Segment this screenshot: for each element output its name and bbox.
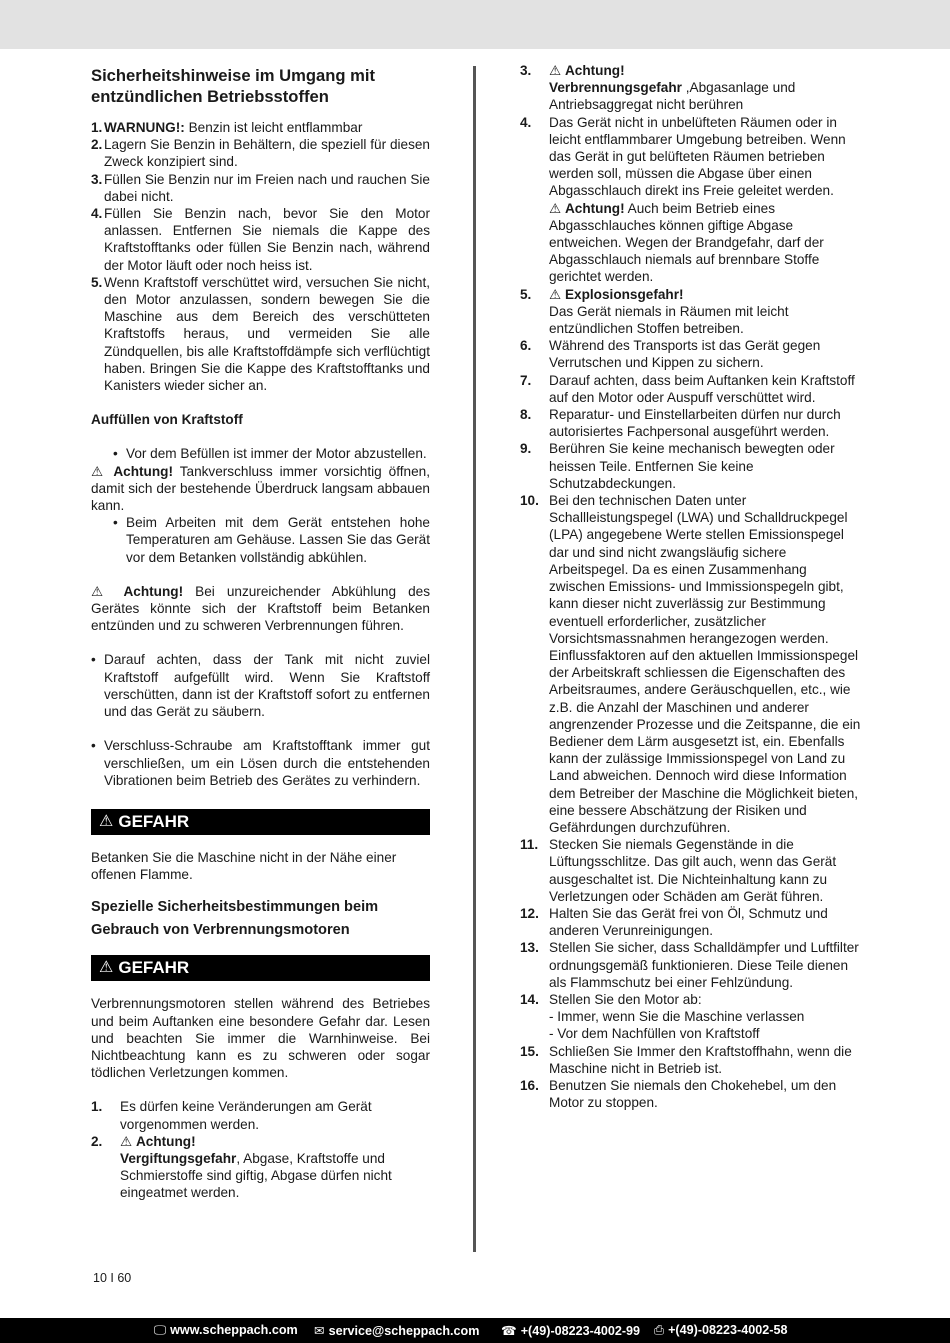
hazard-label: Explosionsgefahr! xyxy=(564,286,684,302)
list-item xyxy=(520,440,865,492)
item-text: Lagern Sie Benzin in Behältern, die speziell für diesen Zweck konzipiert sind. xyxy=(104,137,430,170)
mail-icon: ✉ xyxy=(314,1324,325,1338)
fax-icon: ⎙ xyxy=(654,1323,665,1337)
section-heading: Sicherheitshinweise im Umgang mit entzündlichen Betriebsstoffen xyxy=(91,66,376,106)
item-number: 15. xyxy=(520,1043,539,1059)
list-item xyxy=(520,492,865,836)
danger-text: Betanken Sie die Maschine nicht in der Nähe einer offenen Flamme. xyxy=(91,849,397,883)
item-text: Halten Sie das Gerät frei von Öl, Schmutz und anderen Verunreinigungen. xyxy=(549,905,828,939)
item-number: 12. xyxy=(520,905,539,921)
item-text: ,Abgasanlage und Antriebsaggregat nicht berühren xyxy=(549,80,796,113)
danger-label: GEFAHR xyxy=(118,958,190,978)
warning-triangle-icon: ⚠ xyxy=(549,286,562,302)
list-item xyxy=(520,337,865,371)
bullet-icon: • xyxy=(91,652,96,668)
achtung-label: Achtung! xyxy=(135,1133,196,1149)
item-text: Darauf achten, dass beim Auftanken kein Kraftstoff auf den Motor oder Auspuff verschüttet wird. xyxy=(549,372,855,405)
item-number: 10. xyxy=(520,493,539,509)
danger-label: GEFAHR xyxy=(118,811,190,831)
item-text: Schließen Sie Immer den Kraftstoffhahn, wenn die Maschine nicht in Betrieb ist. xyxy=(549,1043,852,1076)
hazard-label: Vergiftungsgefahr xyxy=(120,1150,237,1166)
achtung-paragraph xyxy=(91,463,430,515)
item-number: 2. xyxy=(91,1133,103,1149)
item-number: 14. xyxy=(520,991,539,1007)
website-text: www.scheppach.com xyxy=(170,1323,298,1337)
email-text: service@scheppach.com xyxy=(328,1324,480,1338)
item-number: 6. xyxy=(520,338,532,354)
list-item xyxy=(91,136,430,170)
bullet-item xyxy=(91,651,430,720)
item-text: Berühren Sie keine mechanisch bewegten oder heissen Teile. Entfernen Sie keine Schutzabdeckungen. xyxy=(549,441,835,491)
achtung-text: Tankverschluss immer vorsichtig öffnen, damit sich der bestehende Überdruck langsam abbauen kann. xyxy=(91,463,431,514)
item-number: 3. xyxy=(91,171,103,187)
bullet-item xyxy=(91,445,430,462)
achtung-label: Achtung! xyxy=(564,63,625,78)
item-number: 4. xyxy=(91,206,103,222)
warning-triangle-icon: ⚠ xyxy=(99,812,114,830)
special-heading: Spezielle Sicherheitsbestimmungen beim Gebrauch von Verbrennungsmotoren xyxy=(91,899,379,939)
list-item xyxy=(520,406,865,440)
item-number: 4. xyxy=(520,114,532,130)
item-text: Füllen Sie Benzin nach, bevor Sie den Motor anlassen. Entfernen Sie niemals die Kappe des Kraftstofftanks oder füllen Sie Benzin nach, während der Motor läuft oder noch heiss ist. xyxy=(104,206,430,273)
item-text: Stecken Sie niemals Gegenstände in die Lüftungsschlitze. Das gilt auch, wenn das Gerät ausgeschaltet ist. Die Nichteinhaltung kann zu Verletzungen oder Schäden am Gerät führen. xyxy=(549,837,837,904)
item-text: Das Gerät nicht in unbelüfteten Räumen oder in leicht entflammbarer Umgebung betreiben. Wenn das Gerät in gut belüfteten Räumen betrieben werden soll, müssen die Abgase über einen Abgasschlauch direkt ins Freie geleitet werden. xyxy=(549,114,846,199)
achtung-text: Auch beim Betrieb eines Abgasschlauches können giftige Abgase entweichen. Wegen der Brandgefahr, darf der Abgasschlauch niemals auf brennbare Stoffe gerichtet werden. xyxy=(549,200,824,285)
bullet-item xyxy=(91,514,430,566)
list-item xyxy=(91,171,430,205)
item-number: 3. xyxy=(520,63,532,78)
item-text: Wenn Kraftstoff verschüttet wird, versuchen Sie nicht, den Motor anzulassen, sondern bewegen Sie die Maschine aus dem Bereich des verschütteten Kraftstoffs heraus, und vermeiden Sie alle Zündquellen, bis alle Kraftstoffdämpfe sich verflüchtigt haben. Bringen Sie die Kappe des Kraftstofftanks und Kanisters wieder sicher an. xyxy=(104,274,430,394)
list-item xyxy=(520,836,865,905)
item-number: 16. xyxy=(520,1077,539,1093)
list-item xyxy=(520,939,865,991)
list-item xyxy=(91,274,430,394)
item-text: Stellen Sie den Motor ab: xyxy=(549,991,702,1007)
footer-bar xyxy=(0,1318,950,1343)
list-item xyxy=(520,991,865,1043)
item-text: , Abgase, Kraftstoffe und Schmierstoffe sind giftig, Abgase dürfen nicht eingeatmet werden. xyxy=(120,1150,392,1201)
item-number: 11. xyxy=(520,837,539,853)
warning-triangle-icon: ⚠ xyxy=(549,63,562,78)
achtung-text: Bei unzureichender Abkühlung des Gerätes könnte sich der Kraftstoff beim Betanken entzünden und zu schweren Verbrennungen führen. xyxy=(91,583,430,634)
item-number: 1. xyxy=(91,1099,103,1115)
item-text: Benutzen Sie niemals den Chokehebel, um den Motor zu stoppen. xyxy=(549,1077,837,1111)
item-number: 5. xyxy=(520,286,532,302)
warning-triangle-icon: ⚠ xyxy=(549,200,562,216)
item-text: Reparatur- und Einstellarbeiten dürfen nur durch autorisiertes Fachpersonal ausgeführt werden. xyxy=(549,407,841,440)
list-item xyxy=(520,372,865,406)
list-item xyxy=(520,114,865,286)
column-divider xyxy=(473,66,476,1252)
item-subline: - Vor dem Nachfüllen von Kraftstoff xyxy=(549,1026,760,1042)
footer-email[interactable] xyxy=(314,1323,479,1338)
list-item xyxy=(91,119,430,136)
item-text: Benzin ist leicht entflammbar xyxy=(184,120,363,135)
bullet-text: Verschluss-Schraube am Kraftstofftank immer gut verschließen, um ein Lösen durch die entstehenden Vibrationen beim Betrieb des Gerätes zu verhindern. xyxy=(104,738,430,788)
warning-triangle-icon: ⚠ xyxy=(120,1133,133,1149)
danger-banner xyxy=(91,955,430,981)
item-text: Bei den technischen Daten unter Schallleistungspegel (LWA) und Schalldruckpegel (LPA) angegebene Werte stellen Emissionspegel dar und sind nicht zwangsläufig sichere Arbeitspegel. Da es einen Zusammenhang zwischen Emissions- und Immissionspegeln gibt, kann dieser nicht zuverlässig zur Bestimmung eventuell erforderlicher, zusätzlicher Vorsichtsmassnahmen herangezogen werden. Einflussfaktoren auf den aktuellen Immissionspegel der Arbeitskraft schliessen die Eigenschaften des Arbeitsraumes, andere Geräuschquellen, etc., wie z.B. die Anzahl der Maschinen und anderer angrenzender Prozesse und die Zeitspanne, die ein Bediener dem Lärm ausgesetzt ist, ein. Ebenfalls kann der zulässige Immissionspegel von Land zu Land abweichen. Dennoch wird diese Information dem Betreiber der Maschine die Möglichkeit bieten, eine bessere Abschätzung der Risiken und Gefährdungen durchzuführen. xyxy=(549,493,861,835)
phone-text: +(49)-08223-4002-99 xyxy=(520,1324,641,1338)
item-number: 8. xyxy=(520,407,532,423)
item-text: Während des Transports ist das Gerät gegen Verrutschen und Kippen zu sichern. xyxy=(549,338,821,371)
bullet-icon: • xyxy=(91,738,96,754)
warning-label: WARNUNG!: xyxy=(104,120,185,135)
bullet-text: Beim Arbeiten mit dem Gerät entstehen hohe Temperaturen am Gehäuse. Lassen Sie das Gerät vor dem Betanken vollständig abkühlen. xyxy=(126,515,430,565)
refuel-heading: Auffüllen von Kraftstoff xyxy=(91,412,243,428)
list-item xyxy=(520,286,865,338)
item-number: 13. xyxy=(520,940,539,956)
item-text: Es dürfen keine Veränderungen am Gerät vorgenommen werden. xyxy=(120,1099,372,1132)
item-number: 9. xyxy=(520,441,532,457)
footer-fax xyxy=(654,1323,787,1338)
warning-triangle-icon: ⚠ xyxy=(99,959,114,977)
list-item xyxy=(520,62,865,114)
list-item xyxy=(91,1133,430,1202)
right-column xyxy=(520,62,865,1111)
item-number: 2. xyxy=(91,137,103,153)
footer-website[interactable] xyxy=(154,1323,298,1338)
page-number: 10 I 60 xyxy=(93,1271,132,1285)
footer-phone xyxy=(501,1323,640,1338)
item-number: 7. xyxy=(520,372,532,388)
hazard-label: Verbrennungsgefahr xyxy=(549,80,682,96)
list-item xyxy=(520,905,865,939)
danger-text: Verbrennungsmotoren stellen während des Betriebes und beim Auftanken eine besondere Gefahr dar. Lesen und beachten Sie immer die Warnhinweise. Bei Nichtbeachtung kann es zu schweren oder sogar tödlichen Verletzungen kommen. xyxy=(91,996,430,1081)
phone-icon: ☎ xyxy=(501,1324,517,1338)
achtung-label: Achtung! xyxy=(123,583,184,599)
left-column xyxy=(91,62,430,1202)
item-text: Stellen Sie sicher, dass Schalldämpfer und Luftfilter ordnungsgemäß funktionieren. Diese Teile dienen als Flammschutz bei einer Fehlzündung. xyxy=(549,940,859,990)
achtung-label: Achtung! xyxy=(564,200,625,216)
item-subline: - Immer, wenn Sie die Maschine verlassen xyxy=(549,1009,805,1025)
bullet-item xyxy=(91,737,430,789)
item-text: Füllen Sie Benzin nur im Freien nach und rauchen Sie dabei nicht. xyxy=(104,171,430,204)
warning-triangle-icon: ⚠ xyxy=(91,583,112,599)
fax-text: +(49)-08223-4002-58 xyxy=(668,1323,788,1337)
bullet-icon: • xyxy=(113,446,118,462)
warning-triangle-icon: ⚠ xyxy=(91,463,107,479)
list-item xyxy=(520,1043,865,1077)
list-item xyxy=(520,1077,865,1111)
achtung-label: Achtung! xyxy=(113,463,173,479)
top-header-bar xyxy=(0,0,950,49)
item-number: 5. xyxy=(91,274,103,290)
list-item xyxy=(91,205,430,274)
bullet-text: Darauf achten, dass der Tank mit nicht zuviel Kraftstoff aufgefüllt wird. Wenn Sie Kraftstoff verschütten, dann ist der Kraftstoff sofort zu entfernen und das Gerät zu säubern. xyxy=(104,652,430,720)
danger-banner xyxy=(91,809,430,835)
bullet-icon: • xyxy=(113,515,118,531)
list-item xyxy=(91,1098,430,1132)
item-text: Das Gerät niemals in Räumen mit leicht entzündlichen Stoffen betreiben. xyxy=(549,303,789,337)
monitor-icon: 🖵 xyxy=(154,1323,167,1337)
item-number: 1. xyxy=(91,120,103,135)
achtung-paragraph xyxy=(91,583,430,635)
bullet-text: Vor dem Befüllen ist immer der Motor abzustellen. xyxy=(126,446,427,462)
